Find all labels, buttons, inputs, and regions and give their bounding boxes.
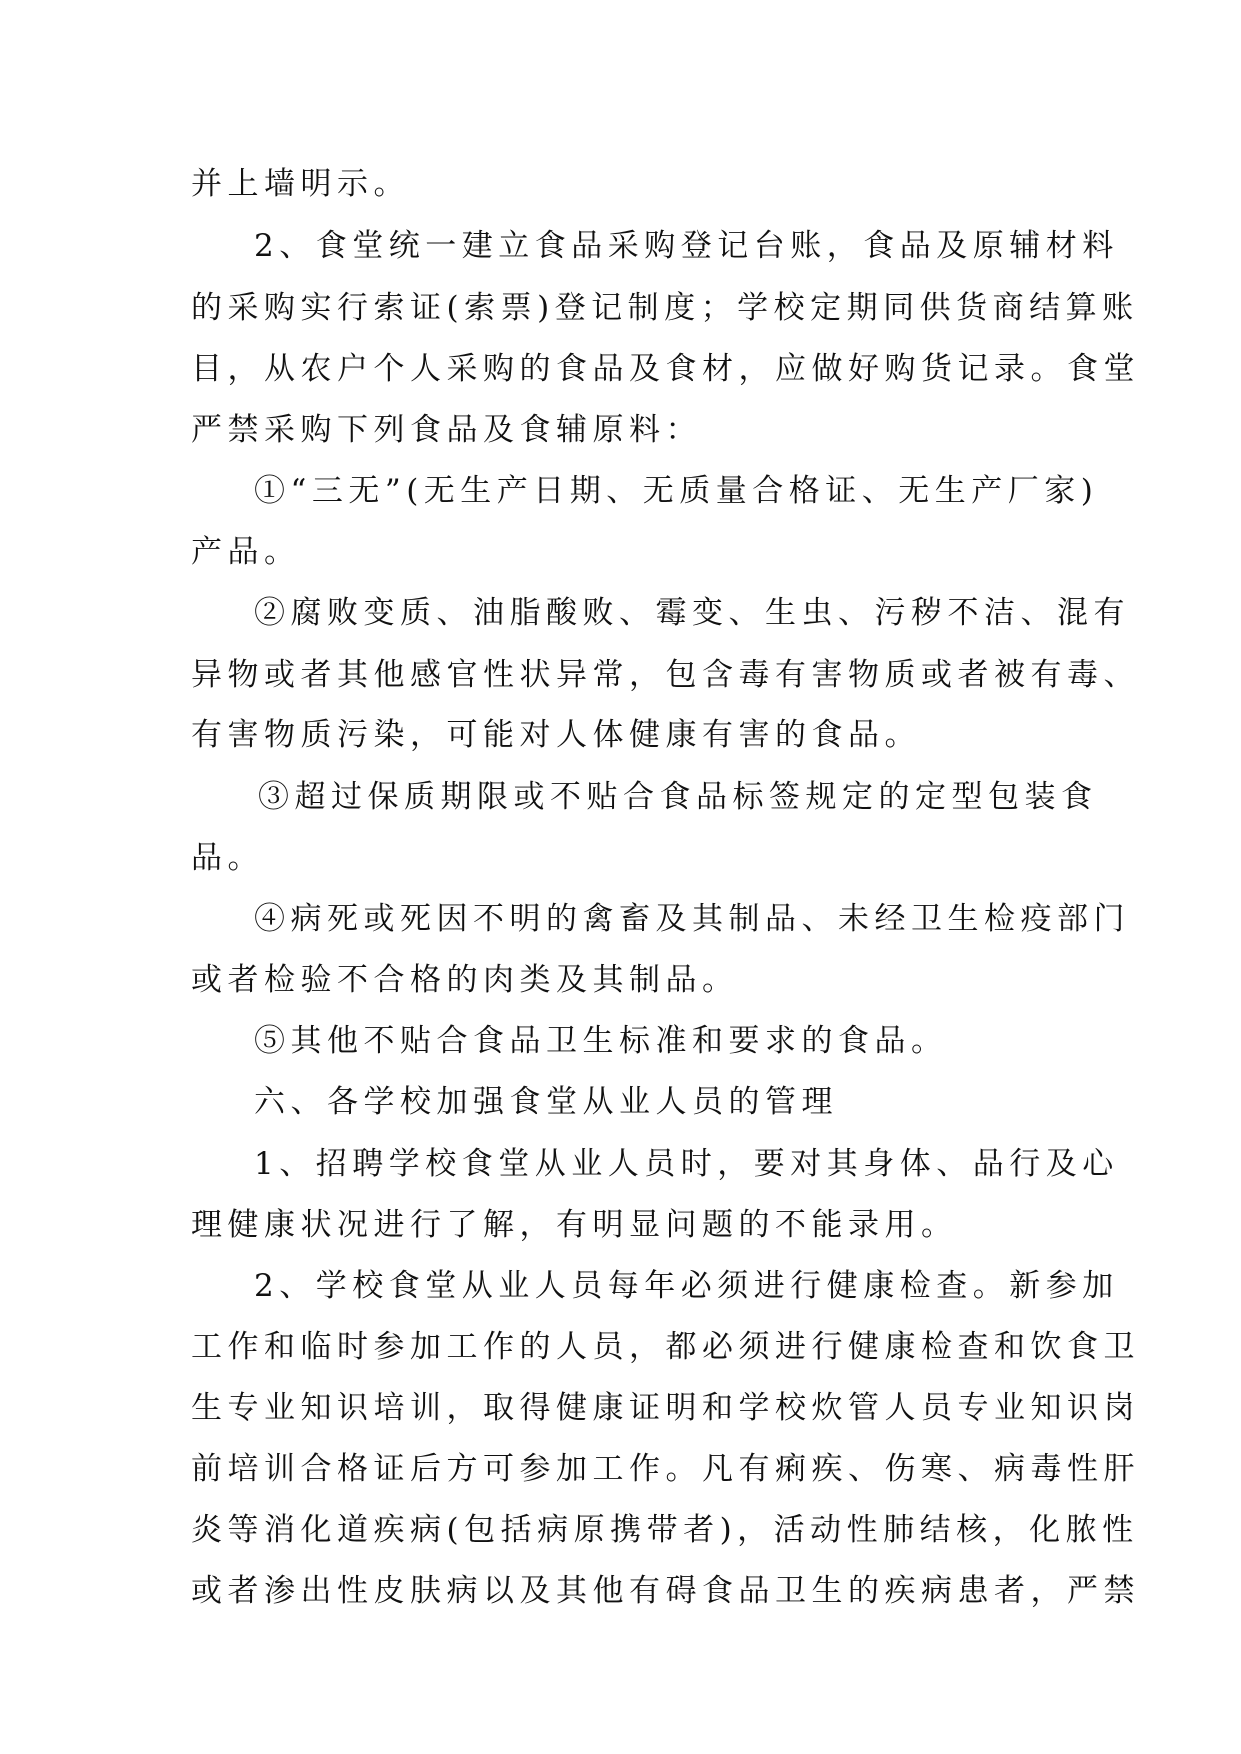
text-line: ⑤其他不贴合食品卫生标准和要求的食品。 <box>254 1023 948 1059</box>
text-line: 炎等消化道疾病(包括病原携带者)，活动性肺结核，化脓性 <box>191 1512 1139 1548</box>
text-line: 生专业知识培训，取得健康证明和学校炊管人员专业知识岗 <box>191 1390 1140 1426</box>
text-line: 工作和临时参加工作的人员，都必须进行健康检查和饮食卫 <box>191 1329 1140 1365</box>
text-line: 严禁采购下列食品及食辅原料： <box>191 412 702 448</box>
text-line: 2、学校食堂从业人员每年必须进行健康检查。新参加 <box>254 1268 1119 1304</box>
text-line: ①“三无”(无生产日期、无质量合格证、无生产厂家) <box>254 473 1099 509</box>
text-line: ④病死或死因不明的禽畜及其制品、未经卫生检疫部门 <box>254 901 1130 937</box>
text-line: 1、招聘学校食堂从业人员时，要对其身体、品行及心 <box>254 1146 1119 1182</box>
text-line: ②腐败变质、油脂酸败、霉变、生虫、污秽不洁、混有 <box>254 595 1130 631</box>
section-heading: 六、各学校加强食堂从业人员的管理 <box>254 1084 838 1120</box>
text-line: 前培训合格证后方可参加工作。凡有痢疾、伤寒、病毒性肝 <box>191 1451 1140 1487</box>
text-line: 品。 <box>191 840 264 876</box>
text-line: 异物或者其他感官性状异常，包含毒有害物质或者被有毒、 <box>191 657 1140 693</box>
text-line: 2、食堂统一建立食品采购登记台账，食品及原辅材料 <box>254 228 1119 264</box>
text-line: ③超过保质期限或不贴合食品标签规定的定型包装食 <box>258 779 1098 815</box>
text-line: 的采购实行索证(索票)登记制度；学校定期同供货商结算账 <box>191 290 1139 326</box>
text-line: 产品。 <box>191 534 301 570</box>
text-line: 或者渗出性皮肤病以及其他有碍食品卫生的疾病患者，严禁 <box>191 1573 1140 1609</box>
text-line: 有害物质污染，可能对人体健康有害的食品。 <box>191 717 921 753</box>
text-line: 理健康状况进行了解，有明显问题的不能录用。 <box>191 1207 958 1243</box>
text-line: 目，从农户个人采购的食品及食材，应做好购货记录。食堂 <box>191 351 1140 387</box>
text-line: 并上墙明示。 <box>191 166 410 202</box>
text-line: 或者检验不合格的肉类及其制品。 <box>191 962 739 998</box>
